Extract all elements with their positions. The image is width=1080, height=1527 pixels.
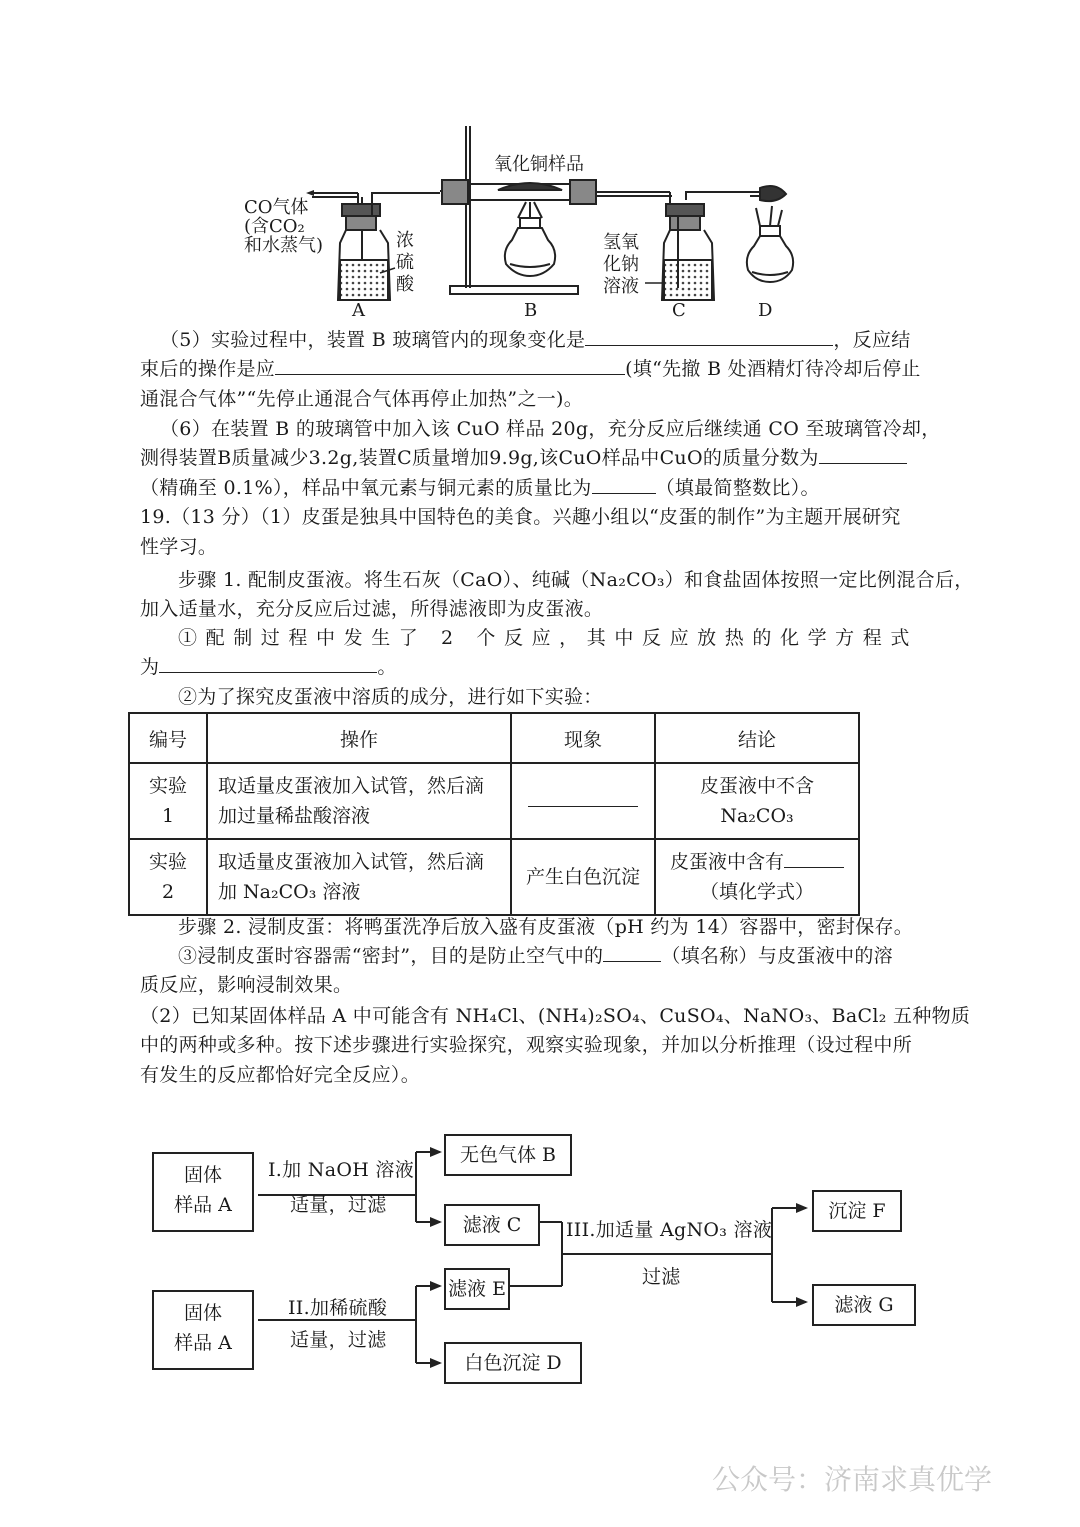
acid-label-char: 酸 bbox=[396, 274, 414, 295]
step3-top-label: III.加适量 AgNO₃ 溶液 bbox=[566, 1219, 773, 1241]
answer-blank[interactable] bbox=[784, 847, 844, 868]
q5-text: ，反应结 bbox=[833, 329, 911, 351]
row-conclusion bbox=[655, 839, 859, 915]
precip-d-box: 白色沉淀 D bbox=[444, 1342, 582, 1384]
naoh-label-line: 溶液 bbox=[603, 276, 639, 297]
header-cell: 编号 bbox=[129, 713, 207, 763]
q19-line2: 性学习。 bbox=[140, 536, 218, 558]
q6-line2 bbox=[140, 443, 907, 473]
row-operation bbox=[207, 839, 511, 915]
acid-label bbox=[396, 230, 414, 296]
sample-text: 固体 bbox=[183, 1164, 222, 1186]
naoh-label-line: 氢氧 bbox=[603, 232, 639, 253]
q19-line1: 19.（13 分）（1）皮蛋是独具中国特色的美食。兴趣小组以“皮蛋的制作”为主题开展研究 bbox=[140, 506, 901, 528]
operation-line: 取适量皮蛋液加入试管，然后滴 bbox=[218, 851, 485, 873]
step3-bottom-label: 过滤 bbox=[642, 1266, 681, 1288]
answer-blank[interactable] bbox=[528, 786, 638, 807]
step1-top-label: I.加 NaOH 溶液 bbox=[268, 1159, 415, 1181]
answer-blank[interactable] bbox=[603, 941, 661, 962]
operation-line: 取适量皮蛋液加入试管，然后滴 bbox=[218, 775, 485, 797]
step2-text: （填名称）与皮蛋液中的溶 bbox=[661, 945, 893, 967]
row-operation bbox=[207, 763, 511, 839]
precip-f-box: 沉淀 F bbox=[812, 1190, 902, 1232]
table-row bbox=[129, 763, 859, 839]
part2-line2: 中的两种或多种。按下述步骤进行实验探究，观察实验现象，并加以分析推理（设过程中所 bbox=[140, 1034, 913, 1056]
q5-text: （5）实验过程中，装置 B 玻璃管内的现象变化是 bbox=[160, 329, 586, 351]
part2-line3: 有发生的反应都恰好完全反应）。 bbox=[140, 1064, 421, 1086]
sub1-line1: ①配制过程中发生了 2 个反应，其中反应放热的化学方程式 bbox=[178, 627, 918, 649]
step2-line3: 质反应，影响浸制效果。 bbox=[140, 974, 353, 996]
filtrate-g-box: 滤液 G bbox=[812, 1284, 916, 1326]
letter-a: A bbox=[352, 300, 365, 321]
step1-line2: 加入适量水，充分反应后过滤，所得滤液即为皮蛋液。 bbox=[140, 598, 604, 620]
q5-line2 bbox=[140, 354, 921, 384]
table-header-row bbox=[129, 713, 859, 763]
step1-line1: 步骤 1. 配制皮蛋液。将生石灰（CaO）、纯碱（Na₂CO₃）和食盐固体按照一定比例混合后， bbox=[178, 569, 974, 591]
letter-c: C bbox=[672, 300, 686, 321]
q6-text: 测得装置B质量减少3.2g,装置C质量增加9.9g,该CuO样品中CuO的质量分数为 bbox=[140, 447, 819, 469]
gas-label bbox=[244, 198, 323, 255]
sub1-text: 。 bbox=[377, 656, 397, 678]
letter-d: D bbox=[758, 300, 773, 321]
sample-text: 样品 A bbox=[174, 1194, 232, 1216]
filtrate-e-box: 滤液 E bbox=[444, 1268, 510, 1310]
gas-b-box: 无色气体 B bbox=[444, 1134, 572, 1176]
row-phenomenon: 产生白色沉淀 bbox=[511, 839, 655, 915]
naoh-label-line: 化钠 bbox=[603, 254, 639, 275]
experiment-table bbox=[128, 712, 860, 916]
q5-text: 束后的操作是应 bbox=[140, 358, 276, 380]
sub1-line2 bbox=[140, 652, 397, 682]
header-cell: 结论 bbox=[655, 713, 859, 763]
conclusion-text: 皮蛋液中含有 bbox=[669, 851, 784, 873]
answer-blank[interactable] bbox=[592, 473, 656, 494]
q5-line1 bbox=[160, 325, 911, 355]
watermark: 公众号：济南求真优学 bbox=[712, 1463, 993, 1496]
sample-text: 固体 bbox=[183, 1302, 222, 1324]
sub2-line: ②为了探究皮蛋液中溶质的成分，进行如下实验： bbox=[178, 686, 603, 708]
sub1-text: 为 bbox=[140, 656, 160, 678]
row-phenomenon bbox=[511, 763, 655, 839]
table-row bbox=[129, 839, 859, 915]
letter-b: B bbox=[524, 300, 538, 321]
header-cell: 操作 bbox=[207, 713, 511, 763]
q5-line3: 通混合气体”“先停止通混合气体再停止加热”之一)。 bbox=[140, 388, 584, 410]
q6-line3 bbox=[140, 473, 820, 503]
sample-text: 样品 A bbox=[174, 1332, 232, 1354]
part2-line1: （2）已知某固体样品 A 中可能含有 NH₄Cl、(NH₄)₂SO₄、CuSO₄、NaNO₃、BaCl₂ 五种物质 bbox=[140, 1005, 971, 1027]
step2-text: ③浸制皮蛋时容器需“密封”，目的是防止空气中的 bbox=[178, 945, 604, 967]
answer-blank[interactable] bbox=[819, 443, 907, 464]
gas-label-line1: CO气体 bbox=[244, 197, 309, 218]
sample-a-box-top bbox=[152, 1152, 254, 1232]
q6-line1: （6）在装置 B 的玻璃管中加入该 CuO 样品 20g，充分反应后继续通 CO 至玻璃管冷却， bbox=[160, 418, 941, 440]
operation-line: 加 Na₂CO₃ 溶液 bbox=[218, 881, 361, 903]
acid-label-char: 硫 bbox=[396, 252, 414, 273]
answer-blank[interactable] bbox=[275, 354, 625, 375]
operation-line: 加过量稀盐酸溶液 bbox=[218, 805, 371, 827]
conclusion-text: （填化学式） bbox=[699, 881, 814, 903]
sample-label: 氧化铜样品 bbox=[494, 154, 584, 175]
sample-a-box-bottom bbox=[152, 1290, 254, 1370]
q6-text: （填最简整数比）。 bbox=[655, 477, 820, 499]
answer-blank[interactable] bbox=[585, 325, 833, 346]
gas-label-line3: 和水蒸气) bbox=[244, 235, 324, 256]
row-id: 实验 1 bbox=[129, 763, 207, 839]
answer-blank[interactable] bbox=[159, 652, 377, 673]
step1-bottom-label: 适量，过滤 bbox=[290, 1194, 387, 1216]
header-cell: 现象 bbox=[511, 713, 655, 763]
row-id: 实验 2 bbox=[129, 839, 207, 915]
filtrate-c-box: 滤液 C bbox=[444, 1204, 540, 1246]
q5-text: (填“先撤 B 处酒精灯待冷却后停止 bbox=[625, 358, 921, 380]
step2-top-label: II.加稀硫酸 bbox=[288, 1297, 388, 1319]
acid-label-char: 浓 bbox=[396, 230, 414, 251]
step2-line1: 步骤 2. 浸制皮蛋：将鸭蛋洗净后放入盛有皮蛋液（pH 约为 14）容器中，密封保存。 bbox=[178, 916, 914, 938]
naoh-label bbox=[603, 232, 639, 298]
q6-text: （精确至 0.1%），样品中氧元素与铜元素的质量比为 bbox=[140, 477, 592, 499]
step2-bottom-label: 适量，过滤 bbox=[290, 1329, 387, 1351]
gas-label-line2: (含CO₂ bbox=[244, 216, 305, 237]
row-conclusion: 皮蛋液中不含 Na₂CO₃ bbox=[655, 763, 859, 839]
step2-line2 bbox=[178, 941, 893, 971]
